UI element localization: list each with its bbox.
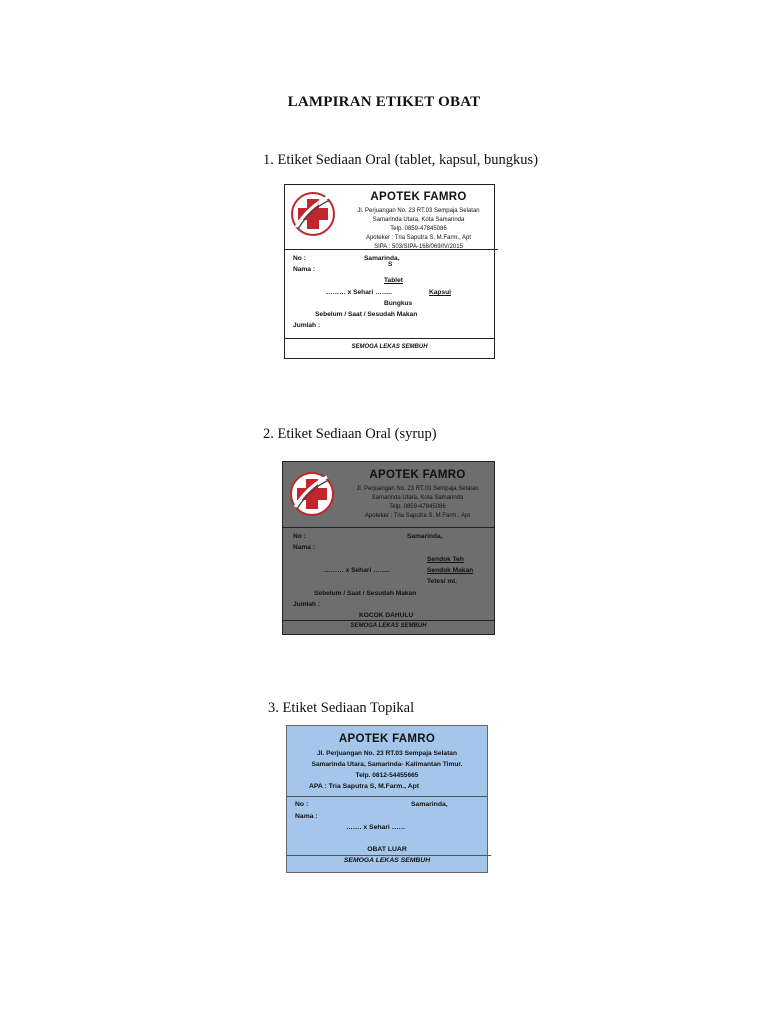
form-kapsul: Kapsul — [429, 289, 451, 296]
header-divider — [287, 796, 487, 797]
red-cross-logo-icon — [289, 471, 335, 517]
label-oral-tablet — [284, 184, 495, 359]
measure-tablespoon: Sendok Makan — [427, 567, 474, 574]
pharmacy-address-line2: Samarinda Utara, Kota Samarinda — [371, 495, 464, 501]
measure-drops: Tetes/ ml. — [427, 578, 457, 585]
pharmacy-phone: Telp. 0859-47845086 — [389, 504, 446, 510]
quantity-label: Jumlah : — [293, 601, 321, 608]
pharmacy-address-line1: Jl. Perjuangan No. 23 RT.03 Sempaja Selatan — [357, 208, 480, 214]
footer-wish: SEMOGA LEKAS SEMBUH — [350, 623, 427, 629]
pharmacy-address-line2: Samarinda Utara, Samarinda- Kalimantan Timur. — [311, 761, 463, 768]
city-date-label: Samarinda, — [411, 801, 448, 808]
shake-instruction: KOCOK DAHULU — [359, 612, 414, 619]
pharmacy-phone: Telp. 0812-54455665 — [355, 772, 419, 779]
footer-wish: SEMOGA LEKAS SEMBUH — [343, 857, 431, 864]
patient-number-label: No : — [293, 533, 306, 540]
red-cross-logo-icon — [290, 191, 336, 237]
form-bungkus: Bungkus — [384, 300, 413, 307]
city-suffix: S — [388, 261, 393, 268]
footer-divider — [285, 338, 494, 339]
external-use-label: OBAT LUAR — [367, 846, 407, 853]
pharmacist-name: Apoteker : Tria Saputra S, M.Farm., Apt — [365, 235, 472, 241]
label-oral-syrup — [282, 461, 495, 635]
pharmacy-address-line1: Jl. Perjuangan No. 23 RT.03 Sempaja Selatan — [356, 486, 479, 492]
patient-number-label: No : — [295, 801, 309, 808]
patient-name-label: Nama : — [293, 266, 315, 273]
pharmacy-name: APOTEK FAMRO — [369, 469, 466, 481]
section-heading-oral-tablet: 1. Etiket Sediaan Oral (tablet, kapsul, bungkus) — [263, 152, 539, 168]
pharmacy-address-line2: Samarinda Utara, Kota Samarinda — [372, 217, 465, 223]
dosage-line: ……. x Sehari …… — [346, 824, 406, 831]
form-tablet: Tablet — [384, 277, 403, 284]
footer-divider — [283, 620, 494, 621]
label-topical — [286, 725, 488, 873]
section-heading-oral-syrup: 2. Etiket Sediaan Oral (syrup) — [263, 426, 437, 442]
pharmacy-name: APOTEK FAMRO — [370, 191, 467, 203]
header-divider — [285, 249, 498, 250]
city-date-label: Samarinda, — [407, 533, 443, 540]
section-heading-topical: 3. Etiket Sediaan Topikal — [268, 700, 415, 716]
pharmacy-phone: Telp. 0859-47845086 — [390, 226, 447, 232]
pharmacy-address-line1: Jl. Perjuangan No. 23 RT.03 Sempaja Selatan — [317, 750, 457, 757]
pharmacist-name: APA : Tria Saputra S, M.Farm., Apt — [309, 783, 420, 790]
header-divider — [283, 527, 494, 528]
dosage-line: ……… x Sehari …….. — [326, 289, 392, 296]
patient-number-label: No : — [293, 255, 306, 262]
dosage-line: ……… x Sehari …….. — [324, 567, 390, 574]
patient-name-label: Nama : — [293, 544, 315, 551]
meal-timing: Sebelum / Saat / Sesudah Makan — [314, 590, 417, 597]
pharmacist-name: Apoteker : Tria Saputra S, M.Farm., Apt — [364, 513, 471, 519]
pharmacy-license: SIPA : 503/SIPA-168/069/IV/2015 — [374, 244, 463, 249]
city-date-label: Samarinda, — [364, 255, 400, 262]
measure-teaspoon: Sendok Teh — [427, 556, 464, 563]
quantity-label: Jumlah : — [293, 322, 321, 329]
pharmacy-name: APOTEK FAMRO — [338, 733, 436, 745]
page-title: LAMPIRAN ETIKET OBAT — [287, 94, 481, 110]
meal-timing: Sebelum / Saat / Sesudah Makan — [315, 311, 418, 318]
patient-name-label: Nama : — [295, 813, 318, 820]
footer-divider — [287, 855, 491, 856]
footer-wish: SEMOGA LEKAS SEMBUH — [351, 344, 428, 350]
